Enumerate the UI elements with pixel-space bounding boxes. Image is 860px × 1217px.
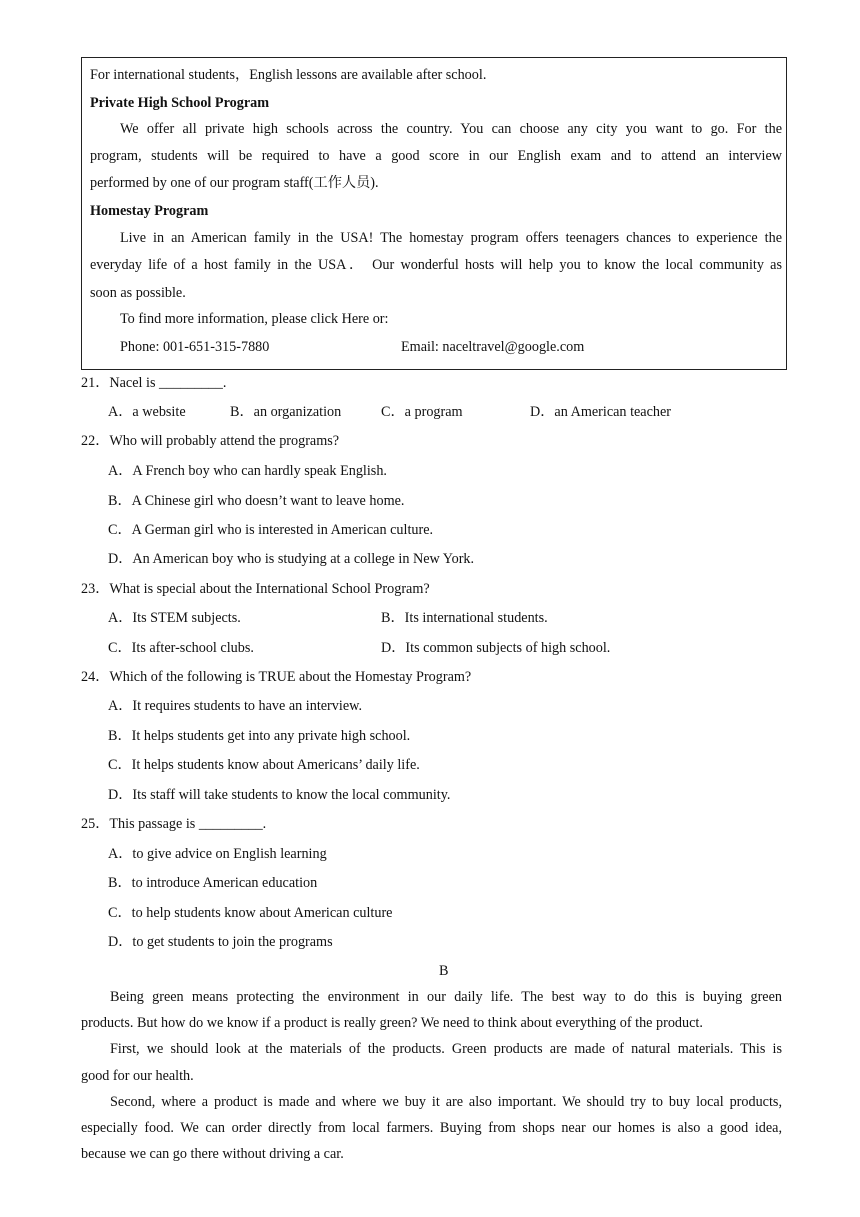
intl-students-line: For international students，English lessons are available after school.	[90, 67, 487, 83]
private-program-line-2: program, students will be required to have a good score in our English exam and to attend an interview	[90, 148, 782, 164]
question-24-option-b: B．It helps students get into any private high school.	[108, 728, 411, 744]
section-b-p1-line-1: Being green means protecting the environment in our daily life. The best way to do this is buying green	[110, 989, 782, 1005]
question-23-stem: 23．What is special about the International School Program?	[81, 581, 430, 597]
question-25-option-a: A．to give advice on English learning	[108, 846, 327, 862]
question-22-option-a: A．A French boy who can hardly speak English.	[108, 463, 387, 479]
private-program-line-3: performed by one of our program staff(工作人员).	[90, 175, 379, 191]
homestay-program-line-2: everyday life of a host family in the USA． Our wonderful hosts will help you to know the local community as	[90, 257, 782, 273]
section-b-p3-line-2: especially food. We can order directly from local farmers. Buying from shops near our homes is also a good idea,	[81, 1120, 782, 1136]
question-25-option-c: C．to help students know about American culture	[108, 905, 393, 921]
section-b-heading: B	[439, 963, 449, 979]
question-22-option-d: D．An American boy who is studying at a college in New York.	[108, 551, 475, 567]
question-24-option-c: C．It helps students know about Americans’ daily life.	[108, 757, 420, 773]
question-25-option-d: D．to get students to join the programs	[108, 934, 333, 950]
question-24-stem: 24．Which of the following is TRUE about the Homestay Program?	[81, 669, 472, 685]
question-22-stem: 22．Who will probably attend the programs?	[81, 433, 340, 449]
question-24-option-a: A．It requires students to have an interview.	[108, 698, 362, 714]
homestay-program-heading: Homestay Program	[90, 203, 209, 219]
question-21-stem: 21．Nacel is _________.	[81, 375, 227, 391]
question-25-option-b: B．to introduce American education	[108, 875, 318, 891]
email-address: Email: naceltravel@google.com	[401, 339, 585, 355]
question-23-option-c: C．Its after-school clubs.	[108, 640, 254, 656]
question-22-option-b: B．A Chinese girl who doesn’t want to leave home.	[108, 493, 405, 509]
homestay-program-line-3: soon as possible.	[90, 285, 186, 301]
section-b-p3-line-3: because we can go there without driving a car.	[81, 1146, 344, 1162]
section-b-p1-line-2: products. But how do we know if a product is really green? We need to think about everything of the product.	[81, 1015, 703, 1031]
question-22-option-c: C．A German girl who is interested in American culture.	[108, 522, 434, 538]
question-23-option-d: D．Its common subjects of high school.	[381, 640, 611, 656]
private-program-heading: Private High School Program	[90, 95, 270, 111]
question-21-option-b: B．an organization	[230, 404, 342, 420]
question-25-stem: 25．This passage is _________.	[81, 816, 267, 832]
section-b-p3-line-1: Second, where a product is made and where we buy it are also important. We should try to buy local products,	[110, 1094, 782, 1110]
question-21-option-d: D．an American teacher	[530, 404, 672, 420]
question-23-option-b: B．Its international students.	[381, 610, 548, 626]
question-23-option-a: A．Its STEM subjects.	[108, 610, 241, 626]
section-b-p2-line-2: good for our health.	[81, 1068, 194, 1084]
question-24-option-d: D．Its staff will take students to know the local community.	[108, 787, 451, 803]
section-b-p2-line-1: First, we should look at the materials of the products. Green products are made of natural materials. This is	[110, 1041, 782, 1057]
homestay-program-line-1: Live in an American family in the USA! The homestay program offers teenagers chances to experience the	[120, 230, 782, 246]
question-21-option-a: A．a website	[108, 404, 186, 420]
private-program-line-1: We offer all private high schools across the country. You can choose any city you want to go. For the	[120, 121, 782, 137]
question-21-option-c: C．a program	[381, 404, 463, 420]
phone-number: Phone: 001-651-315-7880	[120, 339, 270, 355]
more-info-line: To find more information, please click Here or:	[120, 311, 389, 327]
